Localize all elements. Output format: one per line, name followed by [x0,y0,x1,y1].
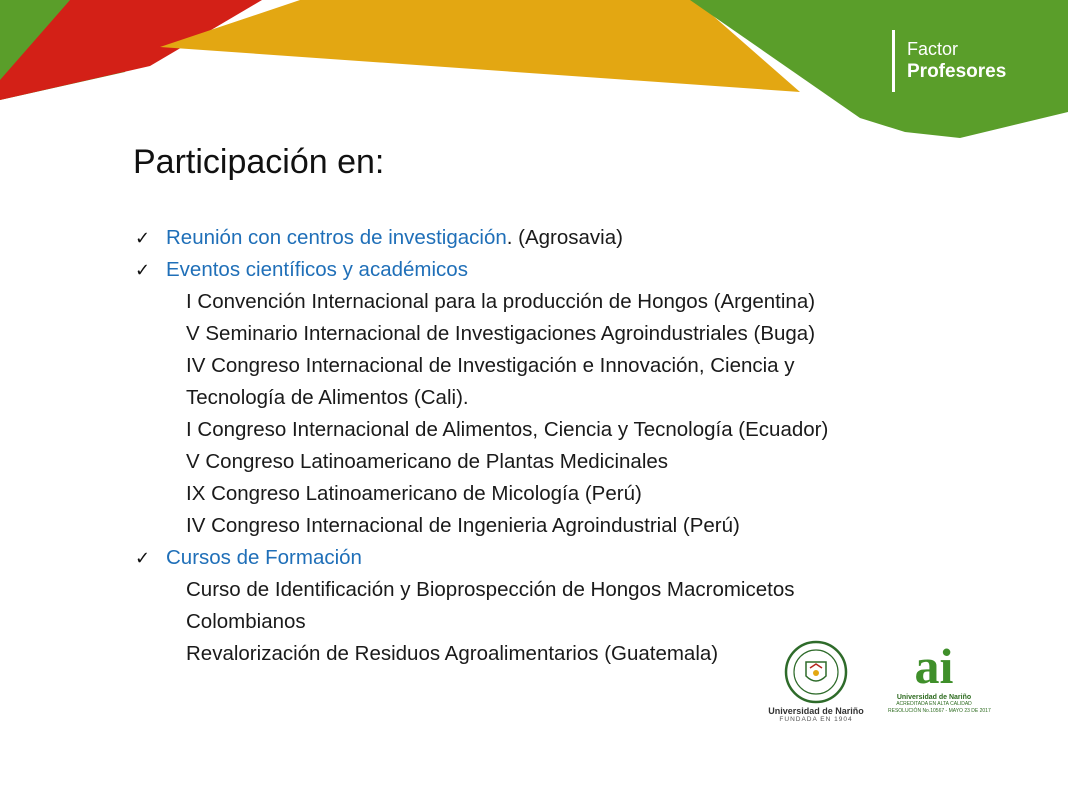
list-item: IV Congreso Internacional de Ingenieria Agroindustrial (Perú) [186,514,740,537]
list-item: V Seminario Internacional de Investigaciones Agroindustriales (Buga) [186,322,816,345]
bullet-training-courses [135,542,975,574]
bullet-research-centers [135,222,975,254]
accreditation-line-2: RESOLUCIÓN No.10567 - MAYO 23 DE 2017 [888,708,991,714]
bullet-heading-rest: . (Agrosavia) [506,226,623,249]
list-item: Colombianos [186,610,306,633]
list-item: IX Congreso Latinoamericano de Micología (Perú) [186,482,642,505]
bullet-heading-highlight: Eventos científicos y académicos [166,258,468,281]
checkmark-icon: ✓ [135,548,151,568]
list-item: Tecnología de Alimentos (Cali). [186,386,469,409]
checkmark-icon: ✓ [135,228,151,248]
brand-logo [892,30,1006,92]
list-item: I Convención Internacional para la producción de Hongos (Argentina) [186,290,816,313]
list-item: V Congreso Latinoamericano de Plantas Medicinales [186,450,669,473]
bullet-heading-highlight: Reunión con centros de investigación [166,226,507,249]
udenar-name: Universidad de Nariño [768,706,864,716]
brand-line-1: Factor [907,39,959,59]
accreditation-line-1: ACREDITADA EN ALTA CALIDAD [896,701,972,707]
banner-yellow [160,0,800,92]
list-item: Revalorización de Residuos Agroalimentarios (Guatemala) [186,642,719,665]
page-title: Participación en: [133,143,385,181]
bullet-heading [166,222,623,254]
institution-logos [760,640,990,740]
participation-list [135,222,975,670]
accreditation-mark: ai [914,638,954,694]
list-item: I Congreso Internacional de Alimentos, Ciencia y Tecnología (Ecuador) [186,418,829,441]
bullet-scientific-events [135,254,975,286]
accreditation-logo [888,638,991,715]
accreditation-university: Universidad de Nariño [896,694,972,701]
list-item: Curso de Identificación y Bioprospección de Hongos Macromicetos [186,578,795,601]
university-seal-icon [784,640,848,704]
udenar-founded: FUNDADA EN 1904 [779,716,853,723]
udenar-logo [768,640,864,723]
bullet-heading-highlight: Cursos de Formación [166,546,362,569]
list-item: IV Congreso Internacional de Investigación e Innovación, Ciencia y [186,354,795,377]
checkmark-icon: ✓ [135,260,151,280]
brand-line-2: Profesores [907,61,1007,82]
